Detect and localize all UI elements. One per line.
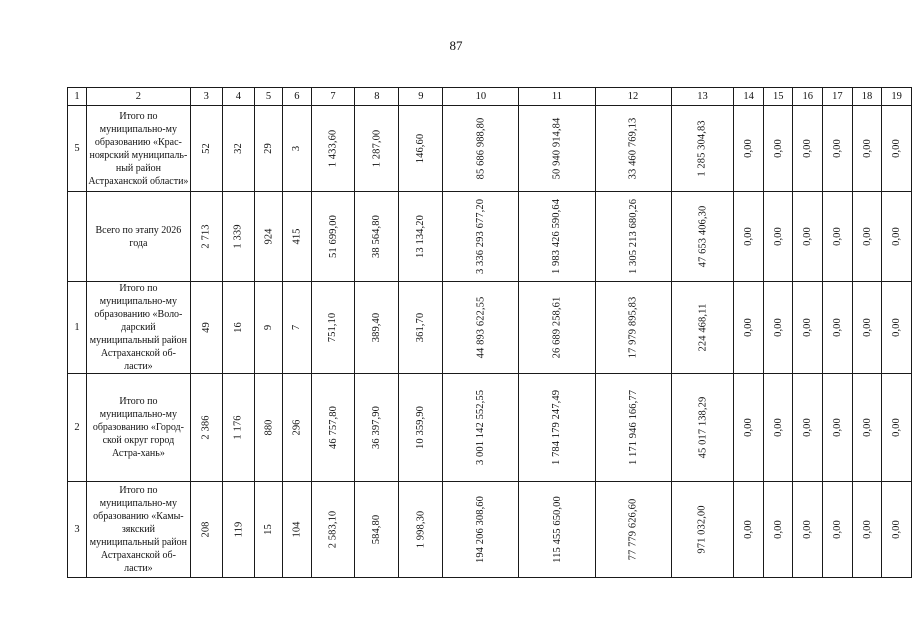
value-cell: [763, 192, 793, 282]
value-cell: [595, 192, 671, 282]
value-cell: [222, 282, 254, 374]
cell-value: 46 757,80: [327, 406, 339, 449]
cell-value: 208: [200, 521, 212, 538]
cell-value: 0,00: [772, 318, 784, 337]
cell-value: 50 940 914,84: [551, 117, 563, 180]
cell-value: 0,00: [861, 318, 873, 337]
row-number: 2: [68, 374, 87, 482]
cell-value: 29: [263, 143, 275, 154]
value-cell: [671, 374, 734, 482]
header-cell: 14: [734, 88, 764, 106]
cell-value: 296: [291, 419, 303, 436]
value-cell: [355, 106, 399, 192]
row-number: 3: [68, 482, 87, 578]
value-cell: [222, 374, 254, 482]
value-cell: [311, 482, 355, 578]
value-cell: [823, 192, 853, 282]
header-cell: 17: [823, 88, 853, 106]
cell-value: 47 653 406,30: [696, 205, 708, 268]
cell-value: 36 397,90: [371, 406, 383, 449]
cell-value: 0,00: [772, 520, 784, 539]
value-cell: [734, 374, 764, 482]
value-cell: [254, 374, 282, 482]
value-cell: [443, 482, 519, 578]
value-cell: [443, 282, 519, 374]
cell-value: 584,80: [371, 514, 383, 545]
header-cell: 10: [443, 88, 519, 106]
value-cell: [190, 482, 222, 578]
cell-value: 26 689 258,61: [551, 296, 563, 359]
header-cell: 18: [852, 88, 882, 106]
value-cell: [355, 374, 399, 482]
value-cell: [671, 106, 734, 192]
cell-value: 1 784 179 247,49: [551, 389, 563, 466]
header-cell: 2: [87, 88, 191, 106]
cell-value: 0,00: [772, 418, 784, 437]
value-cell: [882, 374, 912, 482]
cell-value: 104: [291, 521, 303, 538]
header-cell: 19: [882, 88, 912, 106]
value-cell: [671, 482, 734, 578]
value-cell: [283, 374, 311, 482]
value-cell: [793, 192, 823, 282]
cell-value: 1 433,60: [327, 129, 339, 168]
cell-value: 0,00: [891, 318, 903, 337]
cell-value: 1 176: [232, 415, 244, 440]
cell-value: 0,00: [891, 520, 903, 539]
cell-value: 0,00: [831, 520, 843, 539]
cell-value: 2 583,10: [327, 510, 339, 549]
cell-value: 924: [263, 228, 275, 245]
value-cell: [823, 282, 853, 374]
cell-value: 194 206 308,60: [475, 495, 487, 564]
value-cell: [595, 282, 671, 374]
cell-value: 16: [232, 322, 244, 333]
cell-value: 0,00: [861, 418, 873, 437]
value-cell: [399, 192, 443, 282]
cell-value: 0,00: [831, 227, 843, 246]
cell-value: 3 336 293 677,20: [475, 198, 487, 275]
cell-value: 33 460 769,13: [627, 117, 639, 180]
header-row: [68, 88, 912, 106]
value-cell: [399, 482, 443, 578]
cell-value: 0,00: [743, 318, 755, 337]
data-table: [67, 87, 912, 578]
cell-value: 0,00: [861, 139, 873, 158]
header-cell: 4: [222, 88, 254, 106]
cell-value: 0,00: [743, 227, 755, 246]
value-cell: [763, 282, 793, 374]
table-row: [68, 282, 912, 374]
value-cell: [283, 482, 311, 578]
value-cell: [823, 482, 853, 578]
cell-value: 389,40: [371, 312, 383, 343]
value-cell: [254, 482, 282, 578]
value-cell: [222, 482, 254, 578]
cell-value: 415: [291, 228, 303, 245]
value-cell: [283, 192, 311, 282]
value-cell: [254, 106, 282, 192]
value-cell: [882, 282, 912, 374]
value-cell: [399, 282, 443, 374]
cell-value: 115 455 650,00: [551, 496, 563, 563]
header-cell: 13: [671, 88, 734, 106]
cell-value: 1 171 946 166,77: [627, 389, 639, 466]
header-cell: 12: [595, 88, 671, 106]
value-cell: [852, 374, 882, 482]
cell-value: 38 564,80: [371, 215, 383, 258]
cell-value: 77 779 626,60: [627, 498, 639, 561]
cell-value: 0,00: [861, 520, 873, 539]
header-cell: 6: [283, 88, 311, 106]
value-cell: [190, 374, 222, 482]
value-cell: [734, 192, 764, 282]
header-cell: 5: [254, 88, 282, 106]
value-cell: [519, 482, 595, 578]
table-row: [68, 482, 912, 578]
value-cell: [793, 482, 823, 578]
cell-value: 224 468,11: [696, 303, 708, 352]
cell-value: 51 699,00: [327, 215, 339, 258]
cell-value: 9: [263, 324, 275, 331]
table-row: [68, 106, 912, 192]
value-cell: [823, 106, 853, 192]
value-cell: [793, 282, 823, 374]
cell-value: 0,00: [831, 318, 843, 337]
cell-value: 45 017 138,29: [696, 396, 708, 459]
cell-value: 0,00: [802, 139, 814, 158]
value-cell: [355, 282, 399, 374]
cell-value: 0,00: [743, 418, 755, 437]
row-number: [68, 192, 87, 282]
value-cell: [763, 482, 793, 578]
row-name: Всего по этапу 2026 года: [87, 192, 191, 282]
table-row: [68, 374, 912, 482]
header-cell: 3: [190, 88, 222, 106]
cell-value: 0,00: [772, 227, 784, 246]
value-cell: [519, 192, 595, 282]
value-cell: [443, 374, 519, 482]
cell-value: 1 983 426 590,64: [551, 198, 563, 275]
value-cell: [519, 106, 595, 192]
value-cell: [311, 282, 355, 374]
value-cell: [222, 106, 254, 192]
row-name: Итого по муниципально-му образованию «Крас-ноярский муниципаль-ный район Астраханской области»: [87, 106, 191, 192]
value-cell: [823, 374, 853, 482]
value-cell: [254, 192, 282, 282]
value-cell: [852, 106, 882, 192]
header-cell: 16: [793, 88, 823, 106]
value-cell: [852, 282, 882, 374]
value-cell: [190, 192, 222, 282]
value-cell: [443, 106, 519, 192]
cell-value: 49: [200, 322, 212, 333]
cell-value: 85 686 988,80: [475, 117, 487, 180]
value-cell: [793, 106, 823, 192]
cell-value: 1 339: [232, 224, 244, 249]
value-cell: [355, 482, 399, 578]
cell-value: 0,00: [802, 520, 814, 539]
value-cell: [311, 192, 355, 282]
header-cell: 9: [399, 88, 443, 106]
value-cell: [283, 282, 311, 374]
value-cell: [254, 282, 282, 374]
cell-value: 2 713: [200, 224, 212, 249]
cell-value: 3 001 142 552,55: [475, 389, 487, 466]
value-cell: [399, 106, 443, 192]
page-number: 87: [449, 38, 463, 53]
cell-value: 0,00: [802, 227, 814, 246]
value-cell: [222, 192, 254, 282]
row-name: Итого по муниципально-му образованию «Город-ской округ город Астра-хань»: [87, 374, 191, 482]
cell-value: 1 998,30: [415, 510, 427, 549]
cell-value: 0,00: [743, 520, 755, 539]
header-cell: 11: [519, 88, 595, 106]
cell-value: 0,00: [861, 227, 873, 246]
cell-value: 119: [232, 521, 244, 538]
value-cell: [311, 106, 355, 192]
cell-value: 32: [232, 143, 244, 154]
row-number: 1: [68, 282, 87, 374]
header-cell: 7: [311, 88, 355, 106]
cell-value: 0,00: [772, 139, 784, 158]
value-cell: [734, 482, 764, 578]
value-cell: [443, 192, 519, 282]
cell-value: 361,70: [415, 312, 427, 343]
value-cell: [882, 106, 912, 192]
header-cell: 15: [763, 88, 793, 106]
value-cell: [595, 374, 671, 482]
cell-value: 0,00: [743, 139, 755, 158]
cell-value: 971 032,00: [696, 505, 708, 554]
value-cell: [190, 282, 222, 374]
cell-value: 0,00: [891, 139, 903, 158]
cell-value: 52: [200, 143, 212, 154]
row-name: Итого по муниципально-му образованию «Камы-зякский муниципальный район Астраханской об-ласти»: [87, 482, 191, 578]
cell-value: 1 305 213 680,26: [627, 198, 639, 275]
value-cell: [283, 106, 311, 192]
header-cell: 1: [68, 88, 87, 106]
cell-value: 146,60: [415, 133, 427, 164]
value-cell: [519, 282, 595, 374]
cell-value: 44 893 622,55: [475, 296, 487, 359]
cell-value: 0,00: [802, 418, 814, 437]
row-name: Итого по муниципально-му образованию «Воло-дарский муниципальный район Астраханской об-ласти»: [87, 282, 191, 374]
value-cell: [519, 374, 595, 482]
value-cell: [190, 106, 222, 192]
value-cell: [852, 482, 882, 578]
cell-value: 15: [263, 524, 275, 535]
cell-value: 1 287,00: [371, 129, 383, 168]
value-cell: [595, 482, 671, 578]
cell-value: 7: [291, 324, 303, 331]
value-cell: [311, 374, 355, 482]
cell-value: 2 386: [200, 415, 212, 440]
cell-value: 0,00: [891, 227, 903, 246]
value-cell: [882, 482, 912, 578]
value-cell: [763, 106, 793, 192]
cell-value: 751,10: [327, 312, 339, 343]
table-row: [68, 192, 912, 282]
cell-value: 0,00: [891, 418, 903, 437]
cell-value: 0,00: [831, 139, 843, 158]
value-cell: [399, 374, 443, 482]
cell-value: 1 285 304,83: [696, 120, 708, 177]
value-cell: [355, 192, 399, 282]
cell-value: 0,00: [802, 318, 814, 337]
value-cell: [734, 106, 764, 192]
row-number: 5: [68, 106, 87, 192]
cell-value: 880: [263, 419, 275, 436]
value-cell: [763, 374, 793, 482]
cell-value: 13 134,20: [415, 215, 427, 258]
cell-value: 3: [291, 145, 303, 152]
cell-value: 10 359,90: [415, 406, 427, 449]
value-cell: [793, 374, 823, 482]
value-cell: [852, 192, 882, 282]
header-cell: 8: [355, 88, 399, 106]
value-cell: [882, 192, 912, 282]
cell-value: 17 979 895,83: [627, 296, 639, 359]
value-cell: [595, 106, 671, 192]
value-cell: [671, 282, 734, 374]
value-cell: [671, 192, 734, 282]
value-cell: [734, 282, 764, 374]
cell-value: 0,00: [831, 418, 843, 437]
